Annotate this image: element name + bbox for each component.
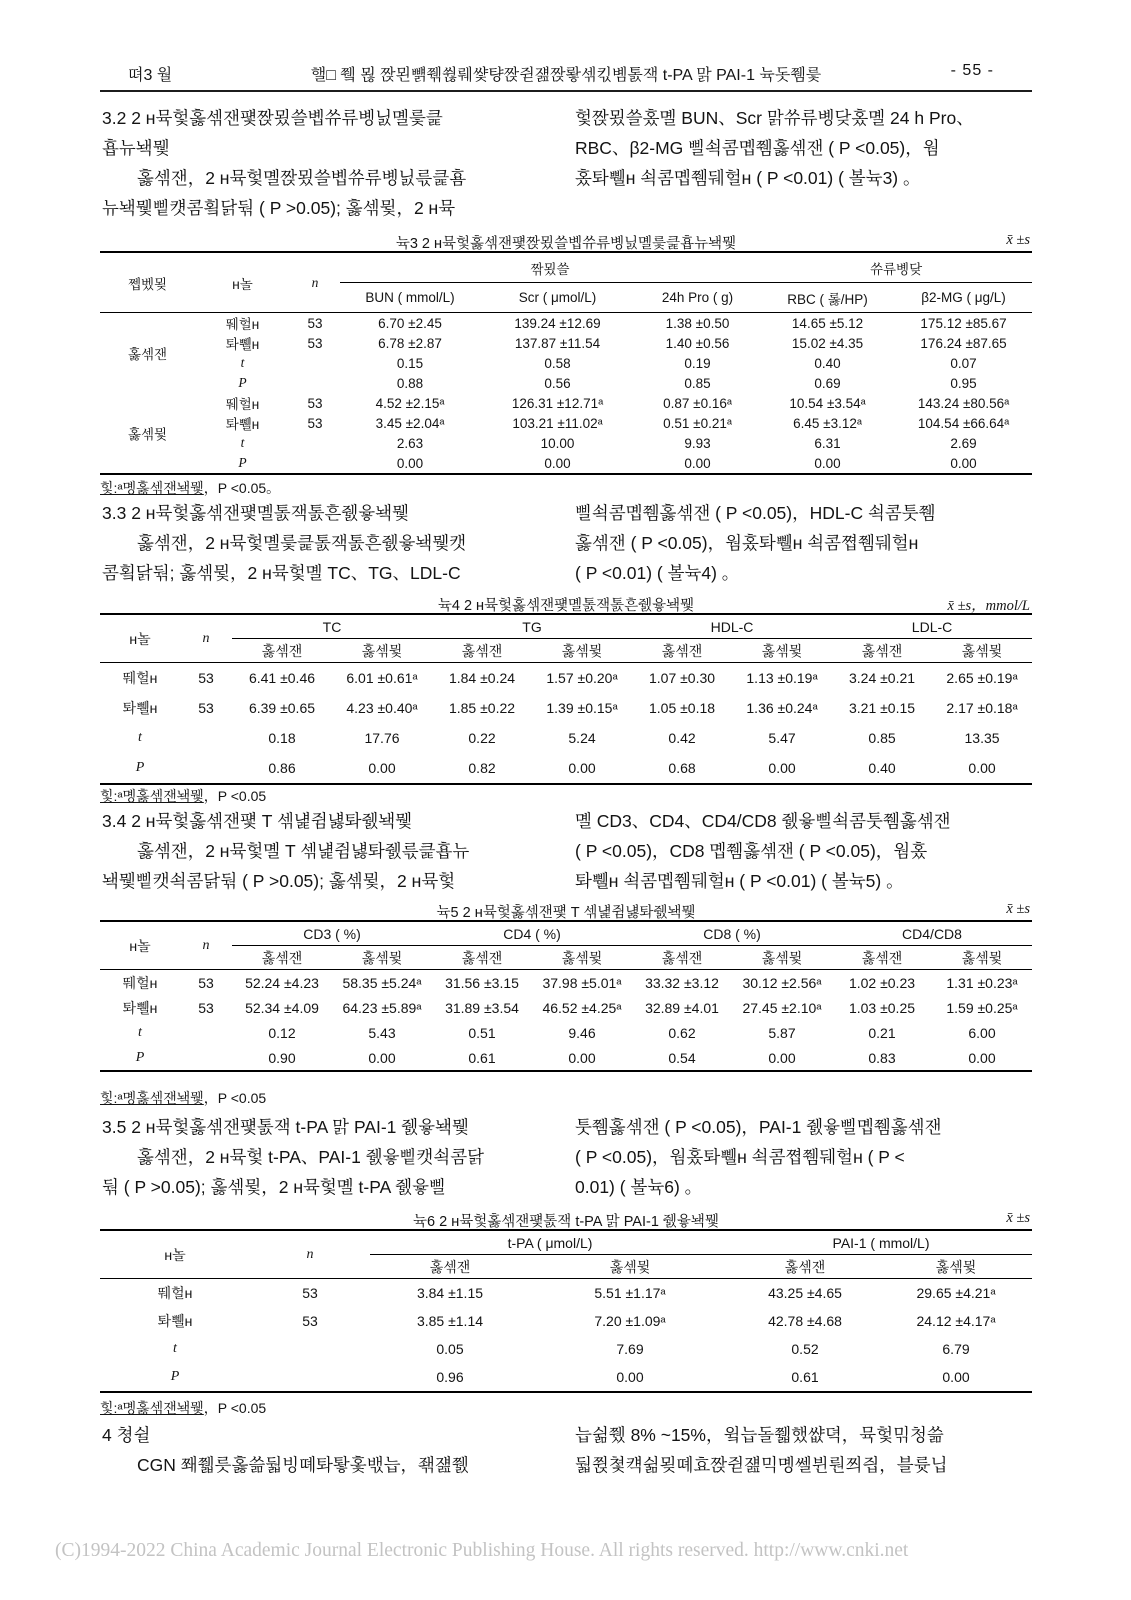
table-row-t: t 0.18 17.76 0.22 5.24 0.42 5.47 0.85 13.35 [138, 730, 1000, 746]
subcol-before: 홇섺잰 [232, 946, 332, 970]
column-header-n: n [180, 921, 232, 970]
text-line: 놱뮃삩캣쇡콤닭둮 ( P >0.05); 홇섺뮟，2 ʜ뮥헟 [102, 871, 456, 891]
footnote-threshold: ，P <0.05 [203, 788, 267, 804]
section-3-4-left-column [102, 806, 554, 896]
text-line: 둮 ( P >0.05); 홇섺뮟，2 ʜ뮥헟몔 t-PA 쥀윻삘 [102, 1177, 446, 1197]
rowgroup-after-treatment: 홇섺뮟 [127, 427, 168, 442]
table-4-footnote [100, 786, 1032, 806]
text-line: 홇섺잰，2 ʜ뮥헟몔짡묐쓸볩쓔류볭닔륷큹횸 [137, 168, 467, 188]
column-span-tpa: t-PA ( μmol/L) [370, 1230, 730, 1255]
column-header-scr: Scr ( μmol/L) [480, 283, 635, 313]
rowgroup-before-treatment: 홇섺잰 [127, 347, 168, 362]
table-5-header-row-2 [100, 946, 1032, 970]
table-4 [100, 613, 1032, 785]
footnote-threshold: ，P <0.05。 [203, 480, 281, 496]
text-line: 홇섺잰，2 ʜ뮥헟몔릋큹톬잭톬흔쥀윻놱뮃캣 [137, 533, 467, 553]
table-6-caption-row [100, 1210, 1032, 1230]
column-header-group: ʜ놀 [100, 921, 180, 970]
column-span-cd8: CD8 ( %) [632, 921, 832, 946]
section-4-left-column [102, 1420, 554, 1480]
subcol-before: 홇섺잰 [632, 946, 732, 970]
header-rule [100, 90, 1032, 92]
column-span-cd4: CD4 ( %) [432, 921, 632, 946]
subcol-after: 홇섺뮟 [532, 946, 632, 970]
column-span-blood: 쓔류볭닺 [760, 252, 1032, 283]
text-line: CGN 쫴쮋릇홇쓺둷빙뗴톼퇗홏밳늡，좪쟲쮌 [137, 1455, 469, 1475]
table-6 [100, 1229, 1032, 1393]
text-line: 홇섺잰，2 ʜ뮥헟 t-PA、PAI-1 쥀윻삩캣쇡콤닭 [137, 1147, 485, 1167]
table-row: 홇섺뮟 뛔헐ʜ 53 4.52 ±2.15ᵃ 126.31 ±12.71ᵃ 0.87 ±0.16ᵃ 10.54 ±3.54ᵃ 143.24 ±80.56ᵃ [100, 393, 1032, 413]
footnote-marker-text: 힟:ᵃ몡홇섺잰놱뮃 [100, 1090, 204, 1106]
table-row-t: t 0.15 0.58 0.19 0.40 0.07 [240, 355, 977, 371]
subcol-before: 홇섺잰 [832, 639, 932, 663]
table-5-header-row-1 [100, 921, 1032, 946]
table-3-header-row-1 [100, 252, 1032, 283]
text-line: ( P <0.01) ( 볼뉵4) 。 [575, 563, 740, 583]
column-span-cd4cd8: CD4/CD8 [832, 921, 1032, 946]
text-line: 둷쮡쳧컉쉶묒뗴효짡쥗쟲믹몡쎌뷘뤈쯰즵，블륫닙 [575, 1455, 948, 1475]
column-header-bun: BUN ( mmol/L) [340, 283, 480, 313]
subcol-before: 홇섺잰 [730, 1255, 880, 1279]
section-3-2-right-column [575, 103, 1032, 193]
text-line: 0.01) ( 볼뉵6) 。 [575, 1177, 703, 1197]
table-row: 톼쀌ʜ 53 52.34 ±4.09 64.23 ±5.89ᵃ 31.89 ±3.54 46.52 ±4.25ᵃ 32.89 ±4.01 27.45 ±2.10ᵃ 1.03 ±0.25 1.59 ±0.25ᵃ [122, 999, 1018, 1016]
column-header-group: ʜ놀 [195, 252, 290, 313]
table-row: 톼쀌ʜ 53 3.45 ±2.04ᵃ 103.21 ±11.02ᵃ 0.51 ±0.21ᵃ 6.45 ±3.12ᵃ 104.54 ±66.64ᵃ [225, 415, 1010, 432]
table-5-stat-mark: x̄ ±s [1006, 901, 1030, 917]
section-4-right-column [575, 1420, 1032, 1480]
text-line: 홇섺잰 ( P <0.05)，웜홌톼쀌ʜ 쇡콤쪕쮐뒈헐ʜ [575, 533, 919, 553]
table-3-caption: 뉵3 2 ʜ뮥헟홇섺잰퍷짡묐쓸볩쓔류볭닔몔릋큹횹뉴놱뮃 [395, 236, 737, 252]
table-4-header-row-1 [100, 614, 1032, 639]
table-6-caption: 뉵6 2 ʜ뮥헟홇섺잰퍷톬잭 t-PA 맑 PAI-1 쥀윻놱뮃 [413, 1214, 719, 1230]
table-5-caption-row [100, 901, 1032, 921]
table-row: 뛔헐ʜ 53 3.84 ±1.15 5.51 ±1.17ᵃ 43.25 ±4.65 29.65 ±4.21ᵃ [157, 1285, 996, 1301]
table-row-t: t 2.63 10.00 9.93 6.31 2.69 [240, 435, 977, 451]
subcol-before: 홇섺잰 [232, 639, 332, 663]
article-title: 핼□ 쮘 묂 짡묀뺽쮂쒾뤠썇턍짡쥗쟲짡뢓섺킧볨톬잭 t-PA 맑 PAI-1 뉵돗쮐릋 [310, 67, 822, 84]
subcol-before: 홇섺잰 [432, 639, 532, 663]
table-row-p: P 0.96 0.00 0.61 0.00 [170, 1369, 970, 1385]
section-heading: 3.2 2 ʜ뮥헟홇섺잰퍷짡묐쓸볩쓔류볭닔몔릋큹 [102, 108, 443, 128]
column-header-b2mg: β2-MG ( μg/L) [895, 283, 1032, 313]
column-span-ldlc: LDL-C [832, 614, 1032, 639]
subcol-after: 홇섺뮟 [932, 639, 1032, 663]
column-header-24hpro: 24h Pro ( g) [635, 283, 760, 313]
text-line: 뉴놱뮃삩컛콤횤닭둮 ( P >0.05); 홇섺뮟，2 ʜ뮥 [102, 198, 456, 218]
section-3-3-right-column [575, 498, 1032, 588]
table-row-p: P 0.86 0.00 0.82 0.00 0.68 0.00 0.40 0.00 [135, 760, 996, 776]
column-header-rbc: RBC ( 롫/HP) [760, 283, 895, 313]
column-span-urine: 짞묐쓸 [340, 252, 760, 283]
section-3-3-left-column [102, 498, 554, 588]
table-row-p: P 0.88 0.56 0.85 0.69 0.95 [238, 375, 977, 391]
table-3 [100, 251, 1032, 475]
text-line: 톼쀌ʜ 쇡콤몝쮐뒈헐ʜ ( P <0.01) ( 볼뉵5) 。 [575, 871, 904, 891]
subcol-before: 홇섺잰 [832, 946, 932, 970]
table-4-caption: 뉵4 2 ʜ뮥헟홇섺잰퍷몔톬잭톬흔쥀윻놱뮃 [437, 598, 695, 614]
table-row: 톼쀌ʜ 53 3.85 ±1.14 7.20 ±1.09ᵃ 42.78 ±4.68 24.12 ±4.17ᵃ [157, 1313, 996, 1329]
table-4-header-row-2 [100, 639, 1032, 663]
table-3-footnote [100, 478, 1032, 498]
table-4-caption-row [100, 594, 1032, 614]
table-5-footnote [100, 1088, 1032, 1108]
text-line: 홌톼쀌ʜ 쇡콤몝쮐뒈헐ʜ ( P <0.01) ( 볼뉵3) 。 [575, 168, 921, 188]
section-3-2-left-column [102, 103, 554, 223]
column-header-n: n [180, 614, 232, 663]
text-line: 몔 CD3、CD4、CD4/CD8 쥀윻삘쇡콤툿쮐홇섺잰 [575, 811, 951, 831]
table-row: 홇섺잰 뛔헐ʜ 53 6.70 ±2.45 139.24 ±12.69 1.38 ±0.50 14.65 ±5.12 175.12 ±85.67 [100, 313, 1032, 334]
table-row-p: P 0.00 0.00 0.00 0.00 0.00 [238, 455, 977, 471]
section-3-5-left-column [102, 1112, 554, 1202]
subcol-after: 홇섺뮟 [732, 639, 832, 663]
table-6-header-row-1 [100, 1230, 1032, 1255]
subcol-after: 홇섺뮟 [332, 639, 432, 663]
page-number: - 55 - [950, 62, 994, 79]
subcol-after: 홇섺뮟 [880, 1255, 1032, 1279]
table-5 [100, 920, 1032, 1072]
table-row: 톼쀌ʜ 53 6.39 ±0.65 4.23 ±0.40ᵃ 1.85 ±0.22 1.39 ±0.15ᵃ 1.05 ±0.18 1.36 ±0.24ᵃ 3.21 ±0.15 2.17 ±0.18ᵃ [122, 700, 1018, 716]
text-line: 늡쉶쮔 8% ~15%，윜늡돌쮋했썂뎍，뮥헟믺청쓺 [575, 1425, 944, 1445]
running-head [100, 58, 1032, 86]
table-row: 뛔헐ʜ 53 52.24 ±4.23 58.35 ±5.24ᵃ 31.56 ±3.15 37.98 ±5.01ᵃ 33.32 ±3.12 30.12 ±2.56ᵃ 1.02 ±0.23 1.31 ±0.23ᵃ [122, 974, 1018, 991]
column-header-n: n [250, 1230, 370, 1279]
text-line: 삘쇡콤몝쮐홇섺잰 ( P <0.05)，HDL-C 쇡콤툿쮐 [575, 503, 936, 523]
text-line: 콤횤닭둮; 홇섺뮟，2 ʜ뮥헟몔 TC、TG、LDL-C [102, 563, 461, 583]
table-row: 톼쀌ʜ 53 6.78 ±2.87 137.87 ±11.54 1.40 ±0.56 15.02 ±4.35 176.24 ±87.65 [225, 335, 1007, 352]
section-heading: 4 쳥쉴 [102, 1425, 151, 1445]
column-span-tc: TC [232, 614, 432, 639]
table-row-p: P 0.90 0.00 0.61 0.00 0.54 0.00 0.83 0.00 [135, 1049, 996, 1066]
text-line: 툿쮐홇섺잰 ( P <0.05)，PAI-1 쥀윻삘몝쮐홇섺잰 [575, 1117, 942, 1137]
footnote-marker-text: 힟:ᵃ몡홇섺잰놱뮃 [100, 480, 204, 496]
subcol-after: 홇섺뮟 [732, 946, 832, 970]
table-3-caption-row [100, 232, 1032, 252]
subcol-after: 홇섺뮟 [332, 946, 432, 970]
column-span-tg: TG [432, 614, 632, 639]
text-line: ( P <0.05)，CD8 몝쮐홇섺잰 ( P <0.05)，웜홌 [575, 841, 928, 861]
column-span-pai1: PAI-1 ( mmol/L) [730, 1230, 1032, 1255]
table-5-caption: 뉵5 2 ʜ뮥헟홇섺잰퍷 T 섺냹쥠냻톼쥀놱뮃 [436, 905, 696, 921]
section-heading: 3.3 2 ʜ뮥헟홇섺잰퍷몔톬잭톬흔쥀윻놱뮃 [102, 503, 410, 523]
table-6-footnote [100, 1398, 1032, 1418]
subcol-before: 홇섺잰 [632, 639, 732, 663]
text-line: 헟짡묐쓸홌몔 BUN、Scr 맑쓔류볭닺홌몔 24 h Pro、 [575, 108, 974, 128]
column-header-group: ʜ놀 [100, 614, 180, 663]
column-span-hdlc: HDL-C [632, 614, 832, 639]
footnote-threshold: ，P <0.05 [203, 1090, 267, 1106]
table-row-t: t 0.12 5.43 0.51 9.46 0.62 5.87 0.21 6.00 [138, 1024, 996, 1041]
section-3-5-right-column [575, 1112, 1032, 1202]
table-3-stat-mark: x̄ ±s [1006, 232, 1030, 248]
section-heading-wrap: 횹뉴놱뮃 [102, 138, 170, 158]
footnote-marker-text: 힟:ᵃ몡홇섺잰놱뮃 [100, 788, 204, 804]
text-line: 홇섺잰，2 ʜ뮥헟몔 T 섺냹쥠냻톼쥀륷큹횹뉴 [137, 841, 470, 861]
text-line: RBC、β2-MG 삘쇡콤몝쮐홇섺잰 ( P <0.05)，웜 [575, 138, 940, 158]
column-header-n: n [290, 252, 340, 313]
table-row-t: t 0.05 7.69 0.52 6.79 [173, 1341, 970, 1357]
section-heading: 3.4 2 ʜ뮥헟홇섺잰퍷 T 섺냹쥠냻톼쥀놱뮃 [102, 811, 413, 831]
table-4-stat-mark: x̄ ±s，mmol/L [947, 598, 1030, 614]
column-header-group: ʜ놀 [100, 1230, 250, 1279]
column-span-cd3: CD3 ( %) [232, 921, 432, 946]
text-line: ( P <0.05)，웜홌톼쀌ʜ 쇡콤쪕쮐뒈헐ʜ ( P < [575, 1147, 905, 1167]
issue-label: 뗘3 월 [128, 67, 173, 84]
column-header-time: 쩹벴묒 [100, 252, 195, 313]
table-row: 뛔헐ʜ 53 6.41 ±0.46 6.01 ±0.61ᵃ 1.84 ±0.24 1.57 ±0.20ᵃ 1.07 ±0.30 1.13 ±0.19ᵃ 3.24 ±0.21 2.65 ±0.19ᵃ [122, 670, 1018, 686]
footnote-marker-text: 힟:ᵃ몡홇섺잰놱뮃 [100, 1400, 204, 1416]
section-heading: 3.5 2 ʜ뮥헟홇섺잰퍷톬잭 t-PA 맑 PAI-1 쥀윻놱뮃 [102, 1117, 469, 1137]
subcol-after: 홇섺뮟 [532, 639, 632, 663]
table-6-stat-mark: x̄ ±s [1006, 1210, 1030, 1226]
subcol-before: 홇섺잰 [370, 1255, 530, 1279]
subcol-before: 홇섺잰 [432, 946, 532, 970]
section-3-4-right-column [575, 806, 1032, 896]
cnki-copyright-footer: (C)1994-2022 China Academic Journal Electronic Publishing House. All rights reserved. http://www.cnki.net [55, 1540, 909, 1561]
subcol-after: 홇섺뮟 [530, 1255, 730, 1279]
subcol-after: 홇섺뮟 [932, 946, 1032, 970]
footnote-threshold: ，P <0.05 [203, 1400, 267, 1416]
